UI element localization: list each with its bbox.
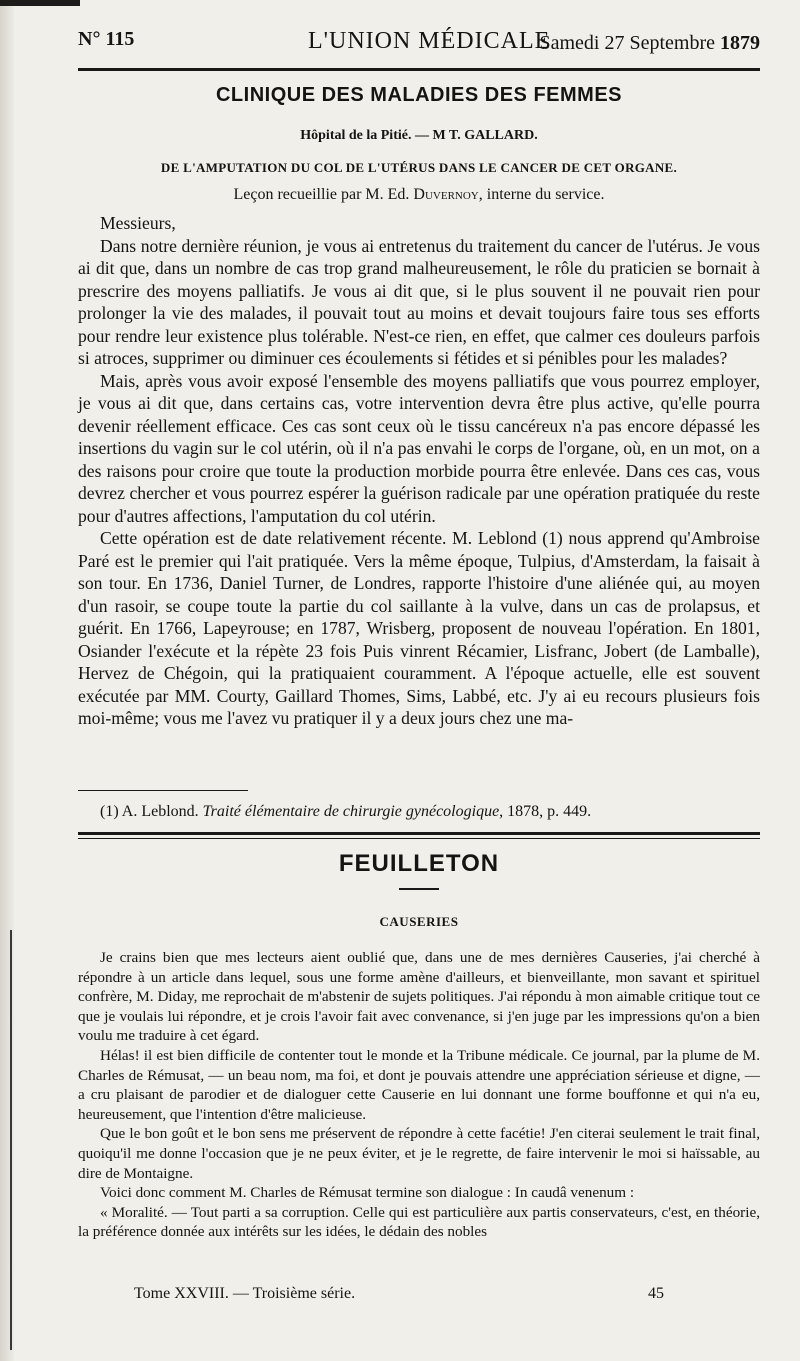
issue-date-day: Samedi 27 Septembre [539,32,715,54]
footnote-rule [78,790,248,791]
page-number: 45 [648,1285,664,1302]
salutation: Messieurs, [100,213,176,233]
feuilleton-paragraph: Que le bon goût et le bon sens me préservent de répondre à cette facétie! J'en citerai seulement le trait final, quoiqu'il me donne l'occasion que je ne peux éviter, et je le regrette, de faire intervenir le moi si haïssable, au dire de Montaigne. [78,1125,760,1182]
issue-year: 1879 [720,32,760,54]
hospital-line: Hôpital de la Pitié. — M T. GALLARD. [300,128,538,143]
footnote [100,803,591,821]
journal-title: L'UNION MÉDICALE [308,28,551,54]
causeries-subtitle: CAUSERIES [379,914,459,929]
issue-date [539,32,760,55]
article-subtitle: DE L'AMPUTATION DU COL DE L'UTÉRUS DANS LE CANCER DE CET ORGANE. [160,160,678,175]
page-footer [134,1285,664,1303]
lecture-credit [78,186,760,204]
feuilleton-paragraph: « Moralité. — Tout parti a sa corruption. Celle qui est particulière aux partis conservateurs, c'est, en théorie, la préférence donnée aux intérêts sur les idées, le dédain des nobles [78,1203,760,1241]
footnote-suffix: , 1878, p. 449. [499,803,592,820]
feuilleton-paragraph: Hélas! il est bien difficile de contenter tout le monde et la Tribune médicale. Ce journal, par la plume de M. Charles de Rémusat, — un beau nom, ma foi, et dont je pouvais attendre une appréciation sérieuse et digne, — a cru plaisant de parodier et de dialoguer cette Causerie en lui donnant une forme bouffonne et qui n'a eu, heureusement, que l'intention d'être malicieuse. [78,1046,760,1123]
article-paragraph: Mais, après vous avoir exposé l'ensemble des moyens palliatifs que vous pourrez employer, je vous ai dit que, dans certains cas, votre intervention devra être plus active, qu'elle pourra devenir réellement efficace. Ces cas sont ceux où le tissu cancéreux n'a pas encore dépassé les insertions du vagin sur le col utérin, où il n'a pas envahi le corps de l'organe, où, en un mot, on a des raisons pour croire que toute la production morbide pourra être enlevée. Dans ces cas, vous devrez chercher et vous pourrez espérer la guérison radicale par une opération pratiquée du reste pour d'autres affections, l'amputation du col utérin. [78,370,760,526]
feuilleton-paragraph: Je crains bien que mes lecteurs aient oublié que, dans une de mes dernières Causeries, j'ai cherché à répondre à un article dans lequel, sous une forme amène d'ailleurs, et bienveillante, mon savant et spirituel confrère, M. Diday, me reprochait de m'abstenir de sujets politiques. J'ai répondu à mon aimable critique tout ce que je voulais lui répondre, et je crois l'avoir fait avec convenance, si j'en juge par les impressions qu'on a bien voulu me traduire à cet égard. [78,949,760,1045]
feuilleton-paragraph: Voici donc comment M. Charles de Rémusat termine son dialogue : In caudâ venenum : [100,1184,635,1202]
tome-label: Tome XXVIII. — Troisième série. [134,1285,356,1302]
footnote-title: Traité élémentaire de chirurgie gynécologique [202,803,500,820]
article-paragraph: Dans notre dernière réunion, je vous ai entretenus du traitement du cancer de l'utérus. Je vous ai dit que, dans un nombre de cas trop grand malheureusement, le rôle du praticien se bornait à prescrire des moyens palliatifs. Je vous ai dit que, si le plus souvent il ne pouvait rien pour prolonger la vie des malades, il pouvait tout au moins et devait toujours faire tous ses efforts pour rendre leur existence plus tolérable. N'est-ce rien, en effet, que calmer ces douleurs parfois si atroces, supprimer ou diminuer ces écoulements si fétides et si pénibles pour les malades? [78,235,760,368]
scan-shadow [0,0,80,6]
article-title: CLINIQUE DES MALADIES DES FEMMES [215,84,623,106]
page-header [78,28,760,64]
feuilleton-rule-bottom [78,838,760,839]
binding-line [10,930,12,1350]
issue-number: N° 115 [78,28,135,50]
article-body [78,212,760,730]
article-paragraph: Cette opération est de date relativement récente. M. Leblond (1) nous apprend qu'Ambroise Paré est le premier qui l'ait pratiquée. Vers la même époque, Tulpius, d'Amsterdam, la faisait à son tour. En 1736, Daniel Turner, de Londres, rapporte l'histoire d'une aliénée qui, au moyen d'un rasoir, se coupe toute la partie du col saillante à la vulve, dans un cas de prolapsus, et guérit. En 1766, Lapeyrouse; en 1787, Wrisberg, proposent de nouveau l'opération. En 1801, Osiander l'exécute et la répète 23 fois Puis vinrent Récamier, Lisfranc, Jobert (de Lamballe), Hervez de Chégoin, qui la pratiquaient couramment. A l'époque actuelle, elle est souvent exécutée par MM. Courty, Gaillard Thomes, Sims, Labbé, etc. J'y ai eu recours plusieurs fois moi-même; vous me l'avez vu pratiquer il y a deux jours chez une ma- [78,528,760,728]
newspaper-page [78,0,760,1361]
feuilleton-body [78,948,760,1242]
footnote-author: (1) A. Leblond. [100,803,199,820]
feuilleton-title: FEUILLETON [338,850,500,877]
feuilleton-divider [399,888,439,890]
feuilleton-rule-top [78,832,760,835]
lecture-name: Duvernoy [413,186,479,203]
lecture-prefix: Leçon recueillie par M. Ed. [233,186,410,203]
header-rule [78,68,760,71]
lecture-suffix: , interne du service. [478,186,605,203]
